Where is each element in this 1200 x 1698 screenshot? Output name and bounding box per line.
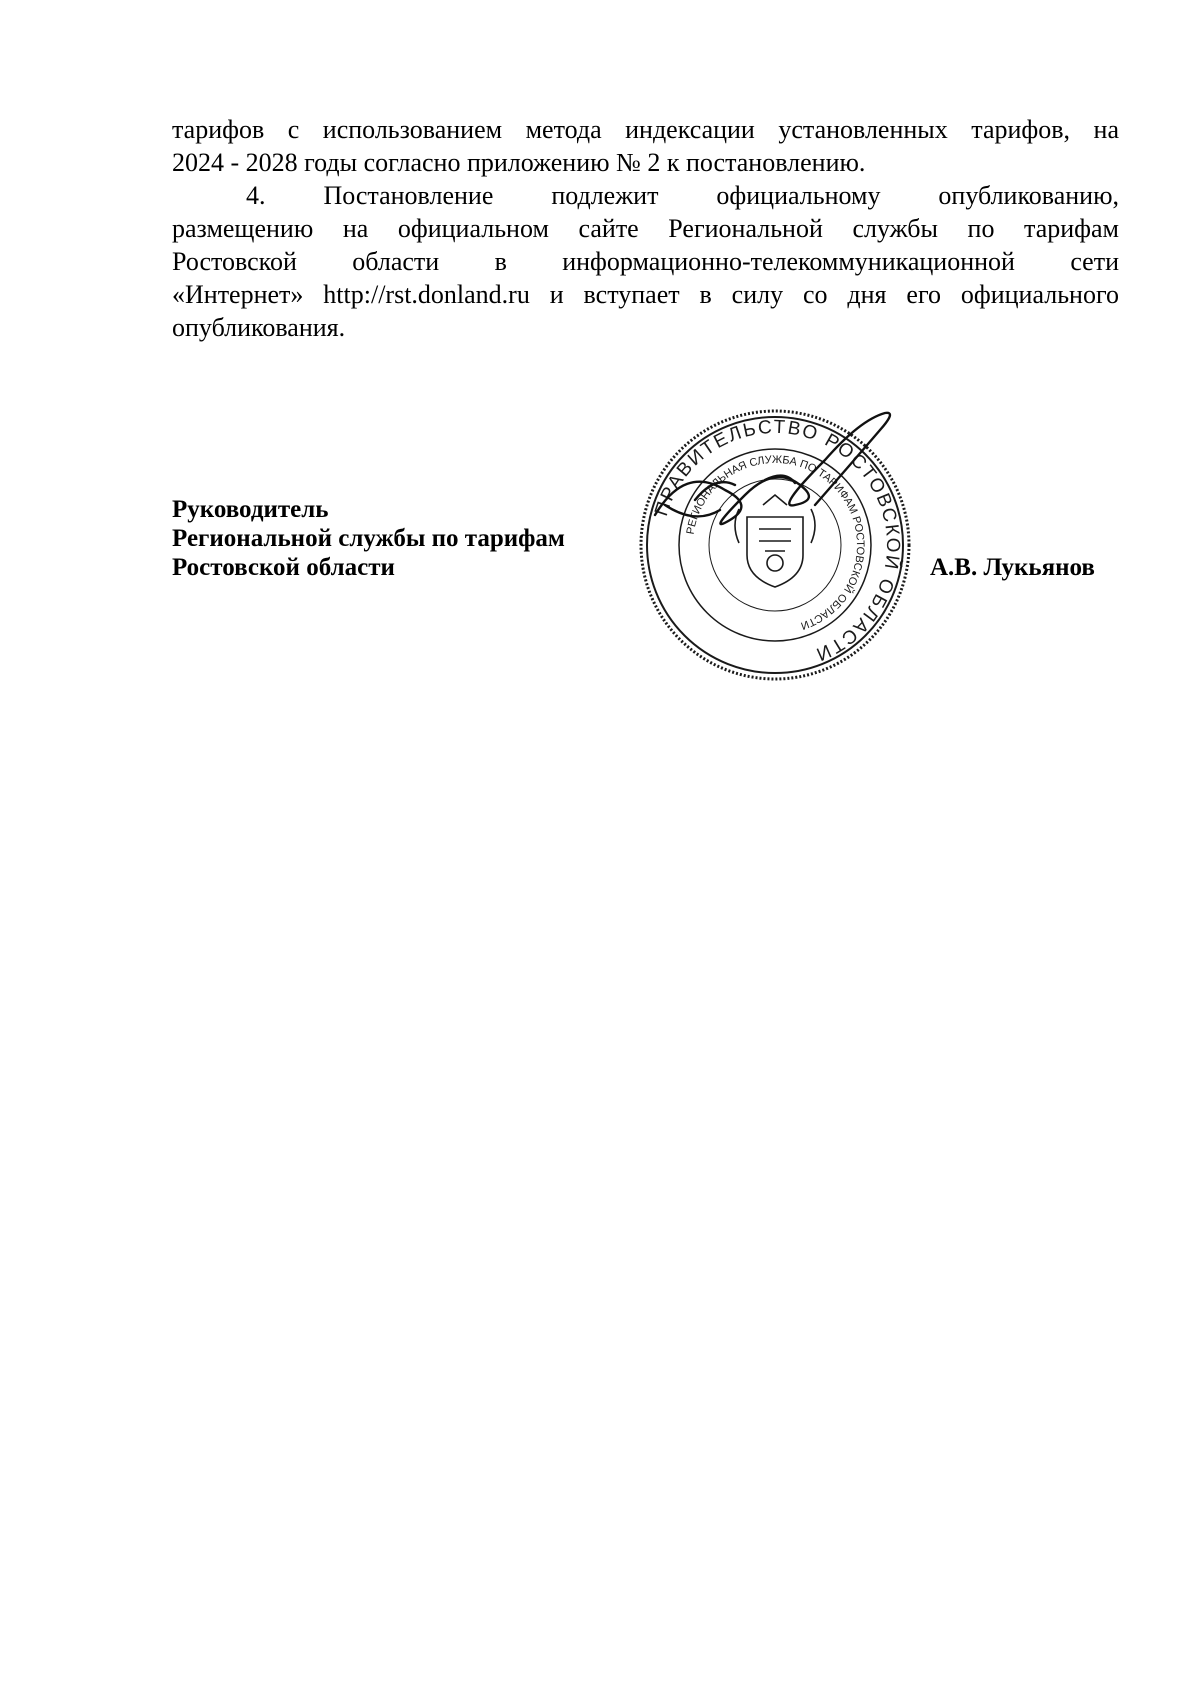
- official-seal: [635, 405, 915, 685]
- signatory-title-line: Руководитель: [172, 496, 329, 523]
- text-line: 4. Постановление подлежит официальному опубликованию,: [246, 181, 1119, 210]
- signatory-title-line: Региональной службы по тарифам: [172, 525, 565, 552]
- signatory-title-line: Ростовской области: [172, 554, 395, 581]
- text-line: «Интернет» http://rst.donland.ru и вступает в силу со дня его официального: [172, 280, 1119, 309]
- text-line: Ростовской области в информационно-телекоммуникационной сети: [172, 247, 1119, 276]
- signatory-title: [172, 495, 565, 582]
- seal-inner-text: РЕГИОНАЛЬНАЯ СЛУЖБА ПО ТАРИФАМ РОСТОВСКОЙ ОБЛАСТИ: [684, 453, 867, 632]
- signatory-name: А.В. Лукьянов: [930, 554, 1095, 581]
- coat-of-arms-icon: [735, 495, 815, 587]
- text-line: тарифов с использованием метода индексации установленных тарифов, на: [172, 115, 1119, 144]
- text-line: 2024 - 2028 годы согласно приложению № 2 к постановлению.: [172, 148, 866, 177]
- body-text: [172, 113, 1119, 344]
- text-line: опубликования.: [172, 313, 346, 342]
- seal-outer-text: ПРАВИТЕЛЬСТВО РОСТОВСКОЙ ОБЛАСТИ: [651, 416, 904, 666]
- text-line: размещению на официальном сайте Региональной службы по тарифам: [172, 214, 1119, 243]
